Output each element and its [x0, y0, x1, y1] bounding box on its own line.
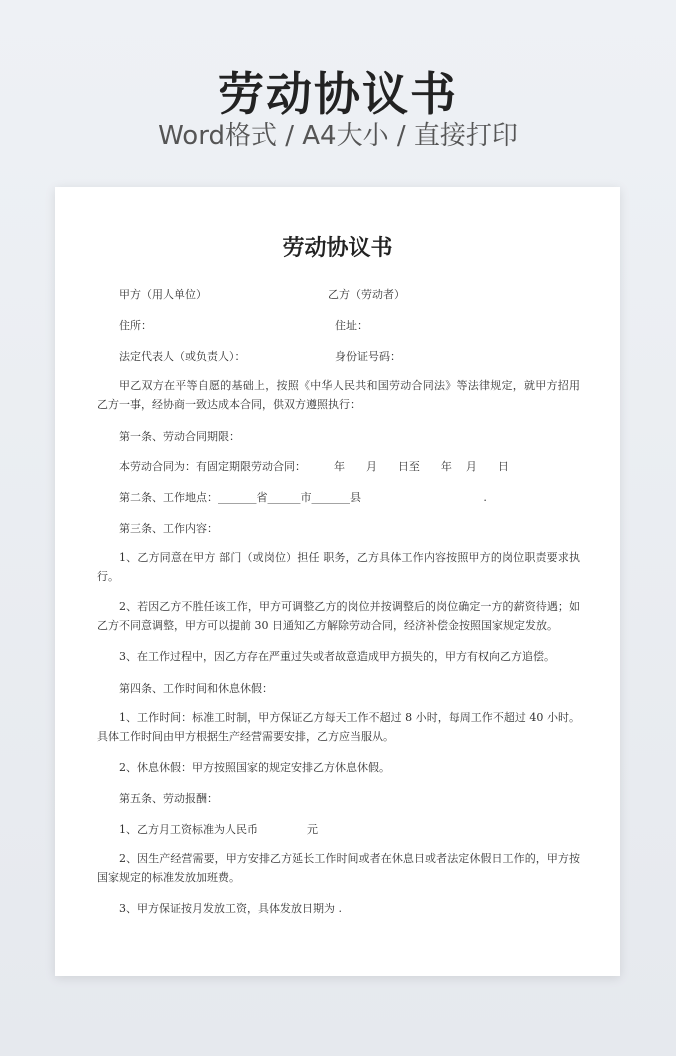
article-4-heading: 第四条、工作时间和休息休假： — [119, 682, 273, 695]
page-subtitle: Word格式 / A4大小 / 直接打印 — [158, 121, 518, 151]
address-b-label: 住址： — [335, 319, 368, 332]
article-1-heading: 第一条、劳动合同期限： — [119, 430, 240, 443]
article-1-term: 本劳动合同为：有固定期限劳动合同： 年 月 日至 年 月 日 — [119, 460, 509, 473]
party-a-label: 甲方（用人单位） — [119, 288, 207, 301]
page-title: 劳动协议书 — [218, 67, 458, 121]
representative-label: 法定代表人（或负责人）： — [119, 350, 246, 363]
party-b-label: 乙方（劳动者） — [328, 288, 405, 301]
address-a-label: 住所： — [119, 319, 152, 332]
article-5-heading: 第五条、劳动报酬： — [119, 792, 218, 805]
intro-paragraph: 甲乙双方在平等自愿的基础上，按照《中华人民共和国劳动合同法》等法律规定，就甲方招用乙方一事，经协商一致达成本合同，供双方遵照执行： — [97, 379, 580, 411]
id-number-label: 身份证号码： — [335, 350, 401, 363]
article-4-item-2: 2、休息休假：甲方按照国家的规定安排乙方休息休假。 — [119, 761, 390, 774]
article-5-item-2: 2、因生产经营需要，甲方安排乙方延长工作时间或者在休息日或者法定休假日工作的，甲方按国家规定的标准发放加班费。 — [97, 852, 580, 884]
article-5-item-3: 3、甲方保证按月发放工资，具体发放日期为 . — [119, 902, 342, 915]
document-title: 劳动协议书 — [282, 235, 393, 261]
document-page — [55, 187, 620, 976]
article-3-item-1: 1、乙方同意在甲方 部门（或岗位）担任 职务，乙方具体工作内容按照甲方的岗位职责要求执行。 — [97, 551, 580, 583]
article-2-workplace: 第二条、工作地点：_______省______市_______县 . — [119, 491, 487, 504]
article-3-heading: 第三条、工作内容： — [119, 522, 218, 535]
article-4-item-1: 1、工作时间：标准工时制，甲方保证乙方每天工作不超过 8 小时，每周工作不超过 40 小时。具体工作时间由甲方根据生产经营需要安排，乙方应当服从。 — [97, 711, 580, 743]
article-5-item-1: 1、乙方月工资标准为人民币 元 — [119, 823, 318, 836]
article-3-item-2: 2、若因乙方不胜任该工作，甲方可调整乙方的岗位并按调整后的岗位确定一方的薪资待遇；如乙方不同意调整，甲方可以提前 30 日通知乙方解除劳动合同，经济补偿金按照国家规定发放。 — [97, 600, 580, 632]
article-3-item-3: 3、在工作过程中，因乙方存在严重过失或者故意造成甲方损失的，甲方有权向乙方追偿。 — [119, 650, 555, 663]
